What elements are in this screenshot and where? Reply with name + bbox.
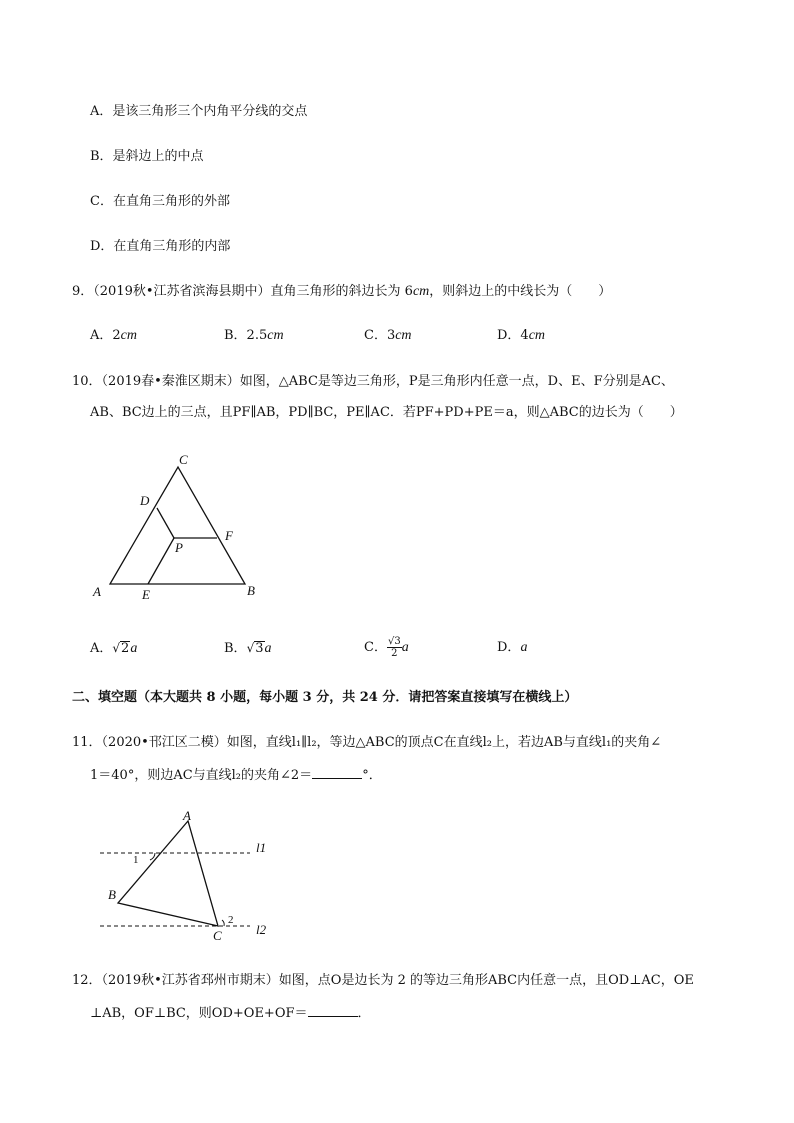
q10-segment-pd [157,508,174,538]
q10-option-d: D．a [497,640,528,655]
q11-stem-line2: 1＝40°，则边AC与直线l₂的夹角∠2＝ °． [90,768,382,783]
q10-stem-line2: AB、BC边上的三点，且PF∥AB，PD∥BC，PE∥AC．若PF+PD+PE＝a，则△ABC的边长为（ ） [90,405,683,420]
q9-stem [72,283,611,301]
q12-stem-line2: ⊥AB，OF⊥BC，则OD+OE+OF＝ ． [90,1006,371,1021]
q11-label-c: C [213,928,222,943]
q11-triangle [118,821,218,926]
q11-angle1-arc [150,853,155,860]
q10-label-c: C [179,452,188,467]
q9-option-d: D．4cm [497,328,546,343]
q9-stem-unit: cm [412,284,430,299]
q8-option-b: B．是斜边上的中点 [90,149,204,164]
q8-option-a: A．是该三角形三个内角平分线的交点 [90,104,308,119]
q10-label-f: F [225,528,233,543]
q9-stem-suffix: ，则斜边上的中线长为（ ） [429,284,612,299]
q11-stem-line1: 11．（2020•邗江区二模）如图，直线l₁∥l₂，等边△ABC的顶点C在直线l₂上，若边AB与直线l₁的夹角∠ [72,735,662,750]
q8-option-d: D．在直角三角形的内部 [90,239,231,254]
q10-figure [85,450,270,605]
q10-option-c-fraction: $\frac{√3}{2}$ [387,636,401,659]
q10-label-a: A [93,584,101,599]
q10-stem-line1: 10．（2019春•秦淮区期末）如图，△ABC是等边三角形，P是三角形内任意一点，D、E、F分别是AC、 [72,374,674,389]
q11-label-angle2: 2 [228,914,234,926]
q9-option-c: C．3cm [364,328,412,343]
q10-option-b: B．√3a [224,641,272,656]
q11-answer-blank [312,766,362,779]
q11-label-l1: l1 [256,840,267,855]
q9-stem-prefix: 9．（2019秋•江苏省滨海县期中）直角三角形的斜边长为 6 [72,284,413,299]
q9-option-a: A．2cm [90,328,137,343]
q11-label-l2: l2 [256,922,267,937]
q12-answer-blank [308,1004,358,1017]
q11-angle2-arc [222,920,224,926]
q12-stem-line1: 12．（2019秋•江苏省邳州市期末）如图，点O是边长为 2 的等边三角形ABC内任意一点，且OD⊥AC，OE [72,973,694,988]
q10-label-d: D [140,493,150,508]
q10-label-b: B [247,583,255,598]
q10-segment-pe [148,538,174,584]
q9-option-b: B．2.5cm [224,328,284,343]
q10-option-c: C． $\frac{√3}{2}$ a [364,636,409,659]
q11-label-a: A [183,810,191,823]
q10-triangle [110,467,245,584]
section-2-title: 二、填空题（本大题共 8 小题，每小题 3 分，共 24 分．请把答案直接填写在横线上） [72,690,578,705]
q10-option-a: A．√2a [90,641,138,656]
q8-option-c: C．在直角三角形的外部 [90,194,230,209]
q11-label-angle1: 1 [133,854,139,866]
q11-label-b: B [108,887,116,902]
q10-label-e: E [142,587,150,602]
q11-figure [95,810,285,945]
q10-label-p: P [175,540,183,555]
